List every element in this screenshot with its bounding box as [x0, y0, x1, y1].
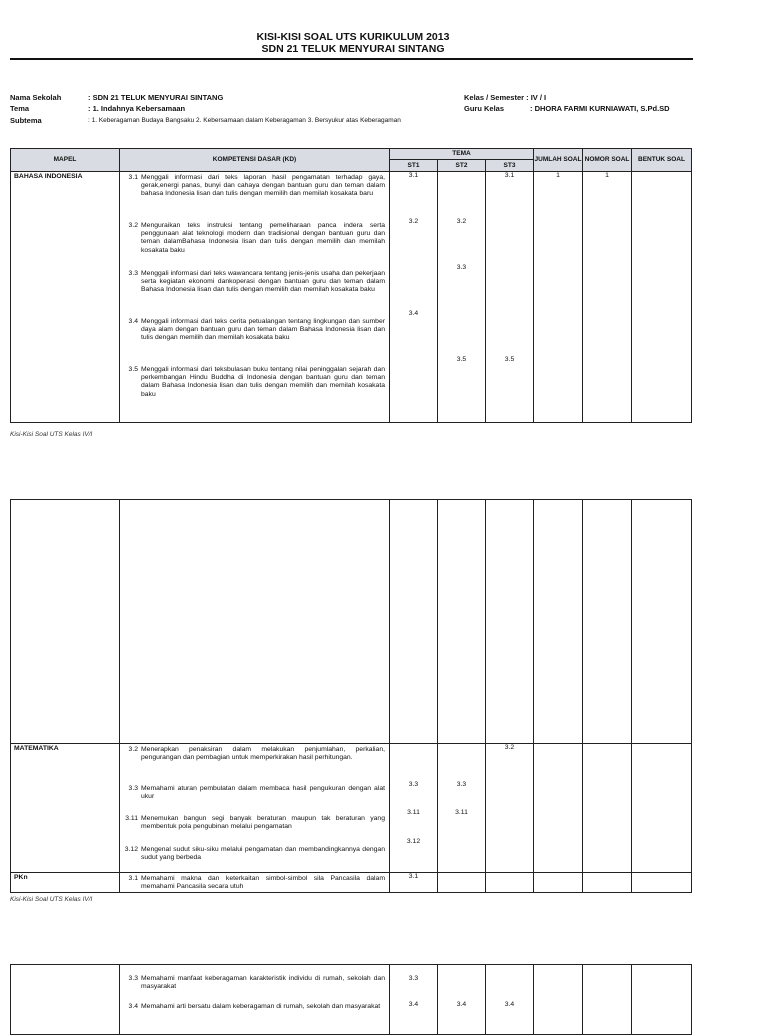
header-kd: KOMPETENSI DASAR (KD) — [120, 149, 390, 172]
kd-item: 3.4 Memahami arti bersatu dalam keberagaman di rumah, sekolah dan masyarakat — [128, 1003, 381, 1010]
page-footer-caption: Kisi-Kisi Soal UTS Kelas IV/I — [10, 431, 93, 438]
blank-cell — [390, 500, 438, 744]
tema-label: Tema — [10, 104, 30, 113]
st2-column: 3.4 — [438, 965, 486, 1035]
nama-sekolah-value: : SDN 21 TELUK MENYURAI SINTANG — [88, 93, 224, 102]
st1-column: 3.1 3.2 3.4 — [390, 172, 438, 423]
st3-column: 3.4 — [486, 965, 534, 1035]
blank-cell — [11, 500, 120, 744]
bentuk-soal-cell — [632, 873, 692, 893]
header-st2: ST2 — [438, 160, 486, 172]
st2-column: 3.2 3.3 3.5 — [438, 172, 486, 423]
nomor-soal-cell — [583, 873, 632, 893]
kd-cell — [120, 873, 390, 893]
st3-column: 3.1 3.5 — [486, 172, 534, 423]
tema-value: : 1. Indahnya Kebersamaan — [88, 104, 186, 113]
kd-item: 3.2 Menerapkan penaksiran dalam melakukan penjumlahan, perkalian, pengurangan dan pembagian untuk memperkirakan hasil perhitungan. — [128, 746, 385, 762]
nomor-soal-cell: 1 — [583, 172, 632, 423]
bentuk-soal-cell — [632, 744, 692, 873]
kisi-kisi-table-page3 — [10, 964, 692, 1035]
subtema-label: Subtema — [10, 116, 42, 125]
guru-kelas-value: : DHORA FARMI KURNIAWATI, S.Pd.SD — [530, 104, 670, 113]
blank-cell — [120, 500, 390, 744]
mapel-bahasa-indonesia: BAHASA INDONESIA — [11, 172, 120, 423]
guru-kelas-label: Guru Kelas — [464, 104, 505, 113]
page-title: KISI-KISI SOAL UTS KURIKULUM 2013 — [256, 31, 450, 43]
nomor-soal-cell — [583, 965, 632, 1035]
kd-item: 3.4 Menggali informasi dari teks cerita petualangan tentang lingkungan dan sumber daya alam dengan bantuan guru dan teman dalam Bahasa Indonesia lisan dan tulis dengan memilih dan memilah kosakata baku — [128, 318, 385, 342]
nama-sekolah-label: Nama Sekolah — [10, 93, 62, 102]
kd-item: 3.12 Mengenal sudut siku-siku melalui pengamatan dan membandingkannya dengan sudut yang berbeda — [124, 846, 385, 862]
mapel-pkn: PKn — [11, 873, 120, 893]
kisi-kisi-table-page2 — [10, 499, 692, 893]
blank-cell — [534, 500, 583, 744]
kd-item: 3.3 Memahami aturan pembulatan dalam membaca hasil pengukuran dengan alat ukur — [128, 785, 385, 801]
header-nomor-soal: NOMOR SOAL — [583, 149, 632, 172]
st1-column: 3.3 3.11 3.12 — [390, 744, 438, 873]
header-bentuk-soal: BENTUK SOAL — [632, 149, 692, 172]
st2-column — [438, 873, 486, 893]
mapel-cell — [11, 965, 120, 1035]
page-subtitle: SDN 21 TELUK MENYURAI SINTANG — [261, 43, 445, 55]
blank-cell — [438, 500, 486, 744]
nomor-soal-cell — [583, 744, 632, 873]
st2-column: 3.3 3.11 — [438, 744, 486, 873]
kd-item: 3.3 Memahami manfaat keberagaman karakteristik individu di rumah, sekolah dan masyarakat — [128, 975, 385, 991]
st1-column: 3.3 3.4 — [390, 965, 438, 1035]
kd-cell — [120, 965, 390, 1035]
kelas-semester: Kelas / Semester : IV / I — [464, 93, 547, 102]
mapel-matematika: MATEMATIKA — [11, 744, 120, 873]
bentuk-soal-cell — [632, 965, 692, 1035]
st3-column: 3.2 — [486, 744, 534, 873]
bentuk-soal-cell — [632, 172, 692, 423]
header-tema: TEMA — [390, 149, 534, 160]
blank-cell — [486, 500, 534, 744]
blank-cell — [632, 500, 692, 744]
st1-column: 3.1 — [390, 873, 438, 893]
title-divider — [10, 58, 693, 60]
kd-item: 3.11 Menemukan bangun segi banyak beraturan maupun tak beraturan yang membentuk pola pengubinan melalui pengamatan — [125, 815, 385, 831]
jumlah-soal-cell — [534, 873, 583, 893]
kd-cell — [120, 744, 390, 873]
kd-item: 3.2 Menguraikan teks instruksi tentang pemeliharaan panca indera serta penggunaan alat teknologi modern dan tradisional dengan bantuan guru dan teman dalamBahasa Indonesia lisan dan tulis dengan memilih dan memilah kosakata baku — [128, 222, 385, 254]
jumlah-soal-cell — [534, 744, 583, 873]
kd-item: 3.1 Menggali informasi dari teks laporan hasil pengamatan terhadap gaya, gerak,energi panas, bunyi dan cahaya dengan bantuan guru dan teman dalam bahasa Indonesia lisan dan tulis dengan memilih dan memilah kosakata baru — [128, 174, 385, 198]
jumlah-soal-cell: 1 — [534, 172, 583, 423]
kd-item: 3.3 Menggali informasi dari teks wawancara tentang jenis-jenis usaha dan pekerjaan serta kegiatan ekonomi dankoperasi dengan bantuan guru dan teman dalam Bahasa Indonesia lisan dan tulis dengan memilih dan memilah kosakata baku — [128, 270, 385, 294]
header-jumlah-soal: JUMLAH SOAL — [534, 149, 583, 172]
st3-column — [486, 873, 534, 893]
kisi-kisi-table-page1 — [10, 148, 692, 423]
kd-item: 3.5 Menggali informasi dari teksbulasan buku tentang nilai peninggalan sejarah dan perkembangan Hindu Buddha di Indonesia dengan bantuan guru dan teman dalam Bahasa Indonesia lisan dan tulis dengan memilih dan memilah kosakata baku — [128, 366, 385, 398]
kd-cell — [120, 172, 390, 423]
kd-item: 3.1 Memahami makna dan keterkaitan simbol-simbol sila Pancasila dalam memahami Pancasila secara utuh — [128, 875, 385, 891]
subtema-value: : 1. Keberagaman Budaya Bangsaku 2. Kebersamaan dalam Keberagaman 3. Bersyukur atas Keberagaman — [88, 117, 401, 124]
jumlah-soal-cell — [534, 965, 583, 1035]
page-footer-caption: Kisi-Kisi Soal UTS Kelas IV/I — [10, 896, 93, 903]
blank-cell — [583, 500, 632, 744]
header-st3: ST3 — [486, 160, 534, 172]
header-st1: ST1 — [390, 160, 438, 172]
header-mapel: MAPEL — [11, 149, 120, 172]
